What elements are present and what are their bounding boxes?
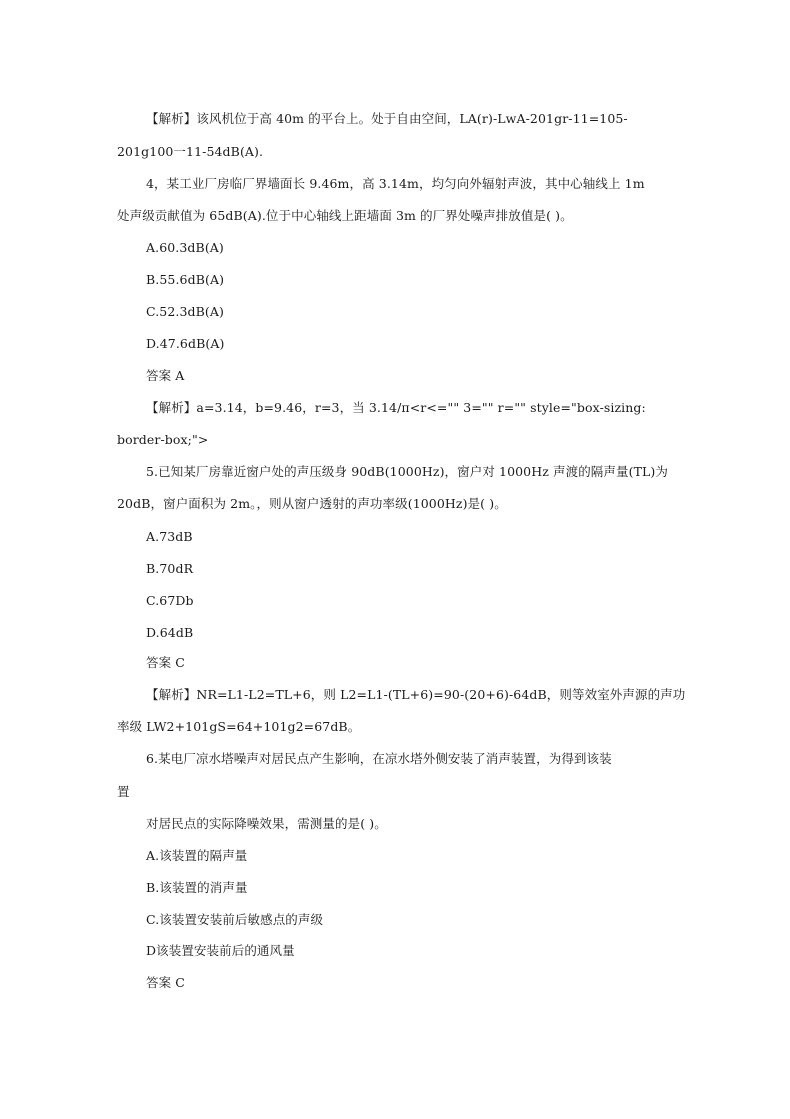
analysis-paragraph-line: 【解析】该风机位于高 40m 的平台上。处于自由空间，LA(r)-LwA-201gr-11=105-: [146, 111, 628, 126]
question-5-text: 5.已知某厂房靠近窗户处的声压级身 90dB(1000Hz)，窗户对 1000Hz 声渡的隔声量(TL)为: [146, 464, 668, 479]
option-a: A.73dB: [146, 529, 193, 544]
option-c: C.52.3dB(A): [146, 304, 224, 319]
question-4-text: 处声级贡献值为 65dB(A).位于中心轴线上距墙面 3m 的厂界处噪声排放值是( )。: [117, 208, 573, 223]
answer-label: 答案 C: [146, 655, 185, 670]
analysis-paragraph-line: 【解析】NR=L1-L2=TL+6，则 L2=L1-(TL+6)=90-(20+6)-64dB，则等效室外声源的声功: [146, 687, 686, 702]
option-c: C.该装置安装前后敏感点的声级: [146, 912, 324, 927]
option-d: D该装置安装前后的通风量: [146, 943, 295, 958]
question-6-text: 对居民点的实际降噪效果，需测量的是( )。: [146, 816, 387, 831]
option-b: B.70dR: [146, 561, 194, 576]
question-4-text: 4，某工业厂房临厂界墙面长 9.46m，高 3.14m，均匀向外辐射声波，其中心轴线上 1m: [146, 176, 645, 191]
answer-label: 答案 A: [146, 368, 185, 383]
option-b: B.55.6dB(A): [146, 272, 225, 287]
answer-label: 答案 C: [146, 975, 185, 990]
question-6-text: 6.某电厂凉水塔噪声对居民点产生影响，在凉水塔外侧安装了消声装置，为得到该装: [146, 751, 612, 766]
analysis-paragraph-line: 201g100一11-54dB(A).: [117, 144, 264, 159]
option-d: D.47.6dB(A): [146, 336, 225, 351]
question-5-text: 20dB，窗户面积为 2m。，则从窗户透射的声功率级(1000Hz)是( )。: [117, 496, 507, 511]
question-6-text: 置: [117, 784, 130, 799]
option-a: A.60.3dB(A): [146, 240, 224, 255]
option-d: D.64dB: [146, 625, 194, 640]
option-b: B.该装置的消声量: [146, 880, 248, 895]
analysis-paragraph-line: 【解析】a=3.14，b=9.46，r=3，当 3.14/π<r<="" 3="" r="" style="box-sizing:: [146, 400, 646, 415]
option-c: C.67Db: [146, 593, 194, 608]
analysis-paragraph-line: border-box;">: [117, 432, 209, 447]
analysis-paragraph-line: 率级 LW2+101gS=64+101g2=67dB。: [117, 719, 361, 734]
option-a: A.该装置的隔声量: [146, 848, 248, 863]
